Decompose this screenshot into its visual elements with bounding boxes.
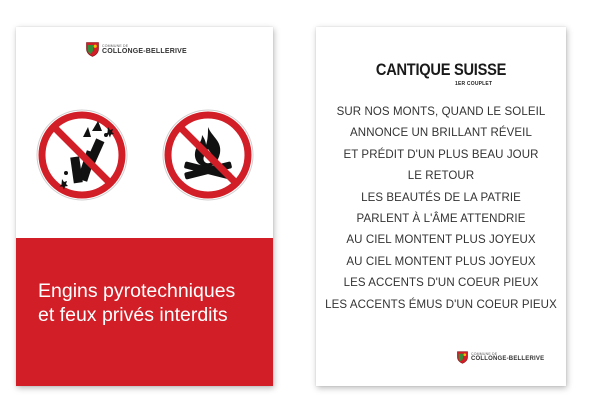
verse-line: SUR NOS MONTS, QUAND LE SOLEIL xyxy=(336,106,546,118)
headline-line-1: Engins pyrotechniques xyxy=(38,280,236,302)
verse-line: PARLENT À L'ÂME ATTENDRIE xyxy=(356,212,526,225)
verse-line: LE RETOUR xyxy=(407,170,475,183)
commune-logo xyxy=(86,42,187,57)
headline-line-2: et feux privés interdits xyxy=(38,304,228,326)
no-open-fire-icon xyxy=(162,109,254,201)
verse-line: ET PRÉDIT D'UN PLUS BEAU JOUR xyxy=(343,148,539,161)
anthem-title: CANTIQUE SUISSE xyxy=(375,60,507,79)
verse-line: AU CIEL MONTENT PLUS JOYEUX xyxy=(346,234,536,247)
ban-headline xyxy=(38,279,268,327)
commune-crest-icon xyxy=(86,42,99,57)
commune-logo xyxy=(457,351,544,364)
commune-crest-icon xyxy=(457,351,468,364)
anthem-verses xyxy=(316,102,566,316)
anthem-subtitle: 1ER COUPLET xyxy=(455,81,493,87)
logo-small-text: COMMUNE DE xyxy=(471,352,498,356)
swiss-anthem-card xyxy=(316,27,566,386)
verse-line: LES ACCENTS ÉMUS D'UN COEUR PIEUX xyxy=(325,298,557,311)
logo-big-text: COLLONGE-BELLERIVE xyxy=(471,356,545,362)
logo-small-text: COMMUNE DE xyxy=(102,43,129,48)
no-fireworks-icon xyxy=(36,109,128,201)
fireworks-ban-poster xyxy=(16,27,273,386)
verse-line: LES BEAUTÉS DE LA PATRIE xyxy=(361,191,521,204)
verse-line: ANNONCE UN BRILLANT RÉVEIL xyxy=(350,127,532,140)
verse-line: LES ACCENTS D'UN COEUR PIEUX xyxy=(343,277,539,290)
verse-line: AU CIEL MONTENT PLUS JOYEUX xyxy=(346,255,536,268)
logo-big-text: COLLONGE-BELLERIVE xyxy=(102,47,187,55)
